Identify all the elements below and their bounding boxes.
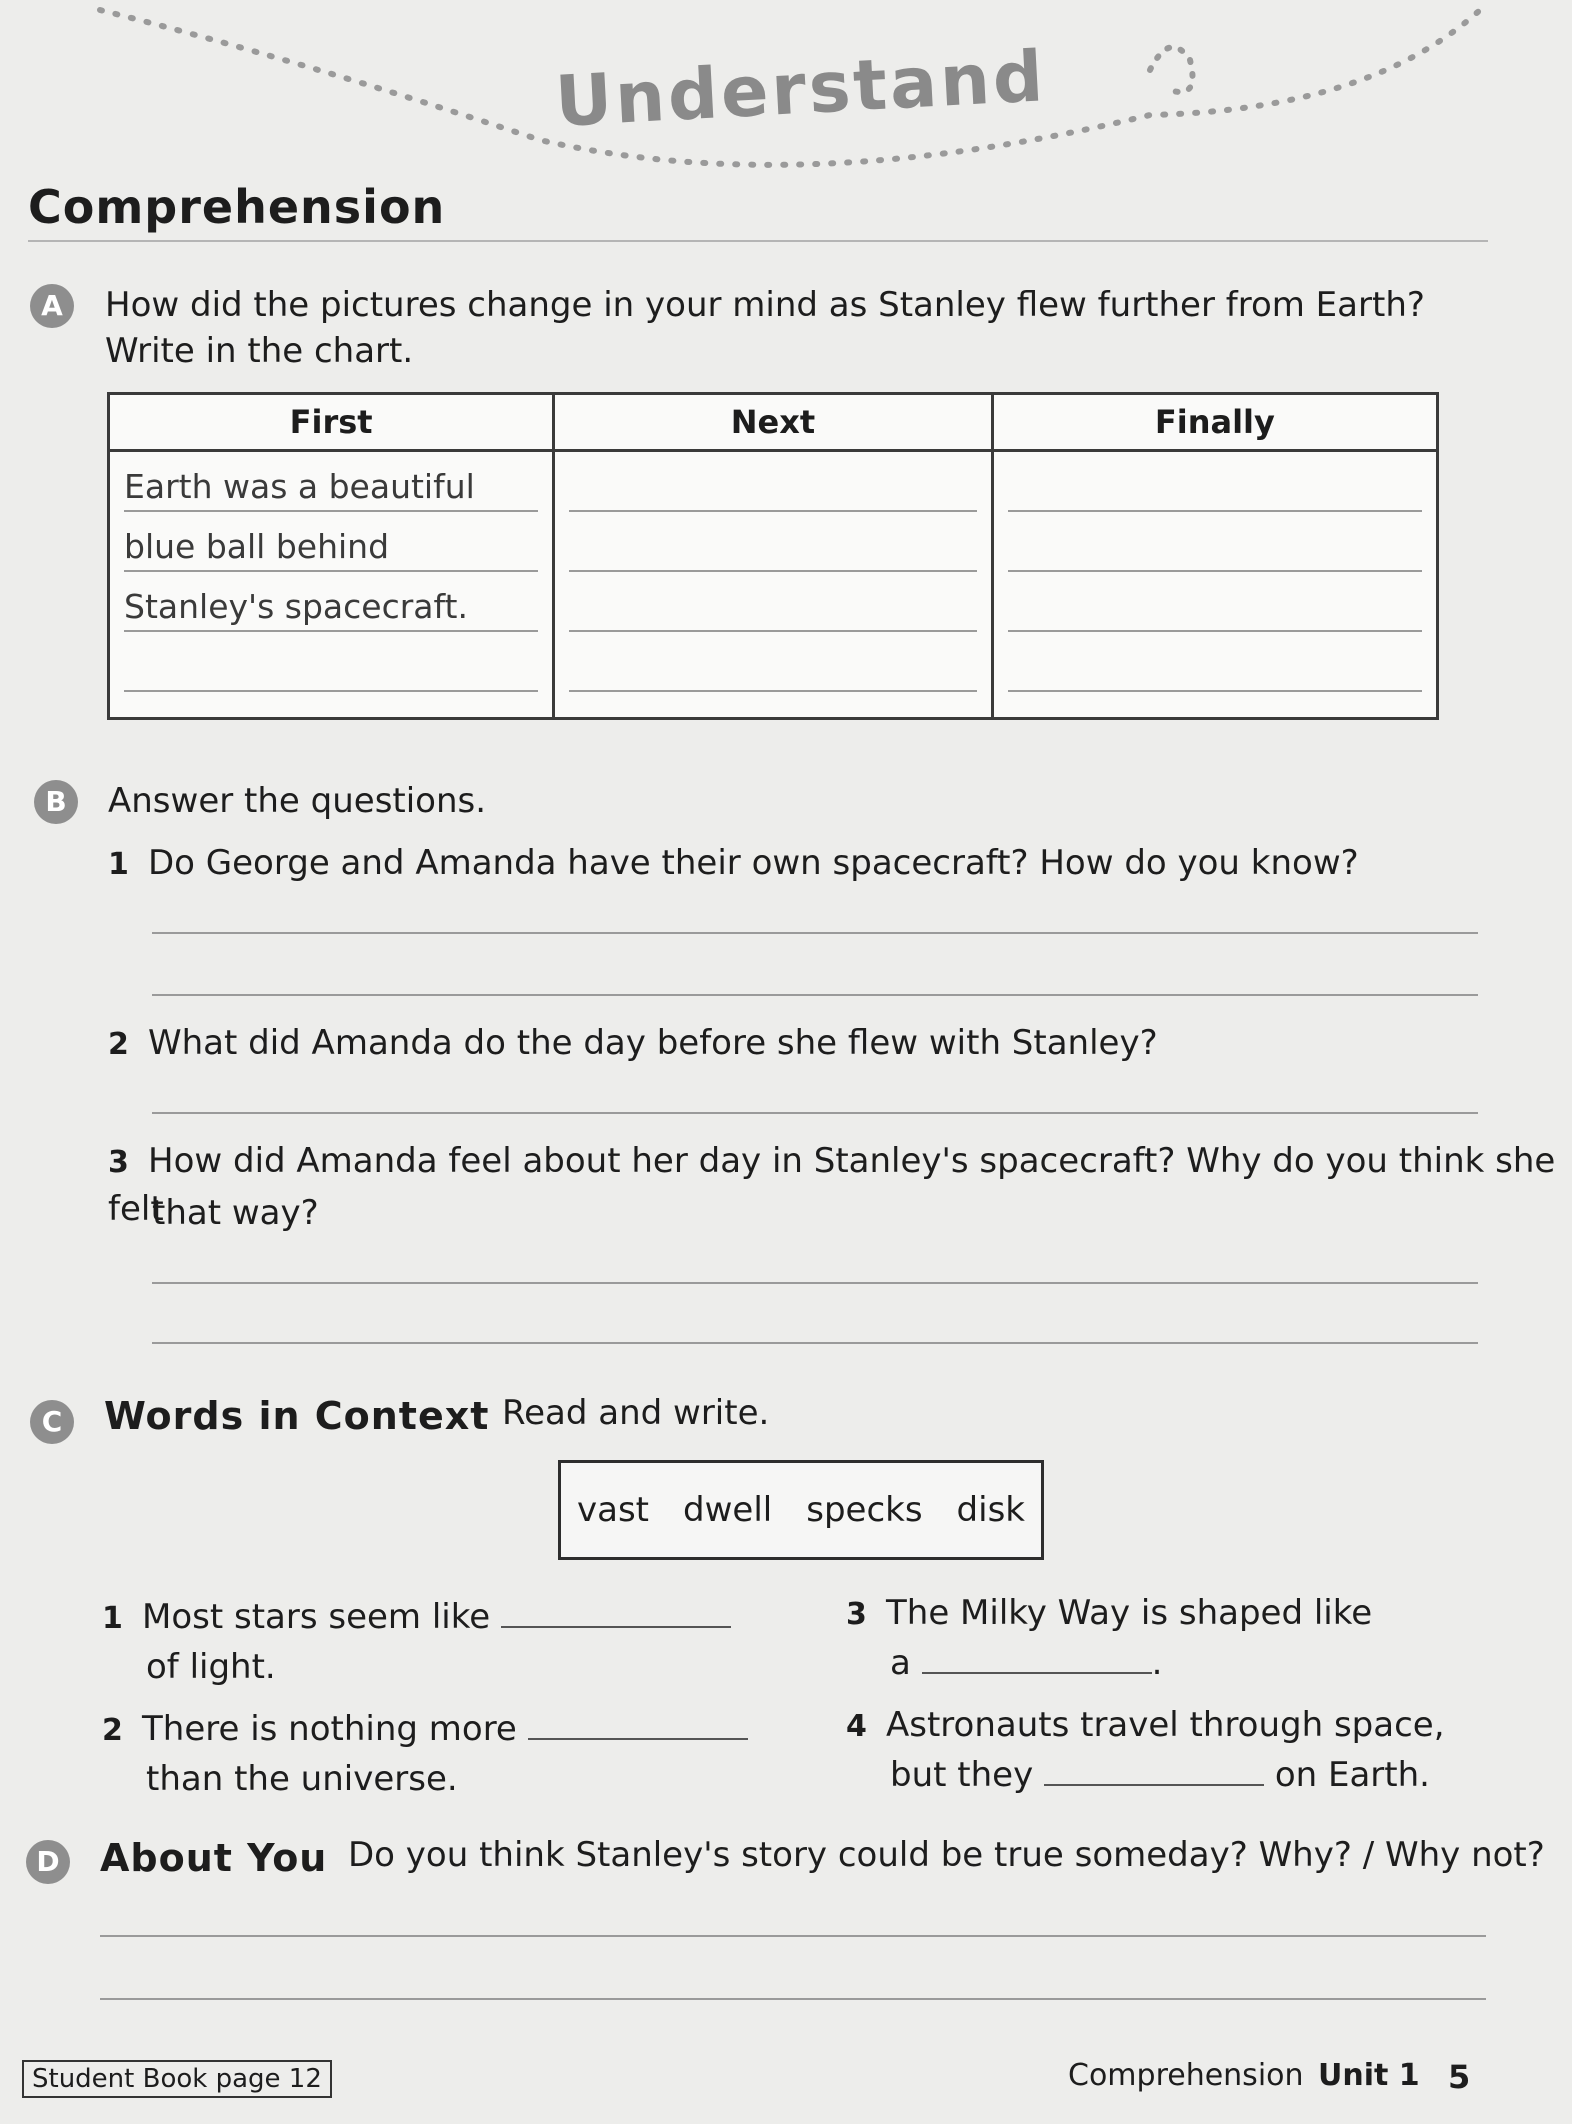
question-text: What did Amanda do the day before she flew with Stanley?: [148, 1023, 1158, 1063]
answer-line: [1008, 632, 1422, 692]
answer-line: [1008, 572, 1422, 632]
comprehension-chart: [107, 392, 1439, 720]
context-item-1: [102, 1594, 731, 1642]
question-number: 3: [108, 1145, 129, 1180]
item-text: There is nothing more: [142, 1709, 517, 1749]
item-number: 1: [102, 1601, 123, 1636]
badge-d: D: [26, 1840, 70, 1884]
question-number: 2: [108, 1027, 129, 1062]
context-item-3-continued: [890, 1640, 1162, 1686]
item-text: The Milky Way is shaped like: [886, 1593, 1373, 1633]
answer-line: [569, 572, 977, 632]
question-number: 1: [108, 847, 129, 882]
context-item-3: [846, 1590, 1372, 1638]
header-title: Understand: [553, 35, 1048, 143]
word-bank-item: vast: [577, 1490, 650, 1530]
word-bank-item: specks: [806, 1490, 923, 1530]
question-2: [108, 1020, 1158, 1068]
fill-blank-4[interactable]: [1044, 1754, 1264, 1786]
fill-blank-2[interactable]: [528, 1708, 748, 1740]
answer-line-d1[interactable]: [100, 1935, 1486, 1937]
chart-header-finally: Finally: [992, 394, 1437, 451]
answer-line: [569, 452, 977, 512]
section-rule: [28, 240, 1488, 242]
chart-header-next: Next: [554, 394, 993, 451]
context-item-1-continued: of light.: [146, 1647, 276, 1687]
item-suffix: .: [1151, 1643, 1163, 1683]
context-item-4-continued: [890, 1752, 1430, 1798]
answer-line: [569, 512, 977, 572]
chart-cell-first[interactable]: [109, 451, 554, 719]
item-number: 3: [846, 1597, 867, 1632]
words-in-context-label: Words in Context: [104, 1394, 490, 1438]
answer-line-d2[interactable]: [100, 1998, 1486, 2000]
badge-b: B: [34, 780, 78, 824]
item-text: Most stars seem like: [142, 1597, 491, 1637]
answer-line-q3-b[interactable]: [152, 1342, 1478, 1344]
chart-first-line-1: Earth was a beautiful: [124, 452, 538, 512]
section-title: Comprehension: [28, 180, 446, 234]
answer-line: [569, 632, 977, 692]
page-number: 5: [1448, 2058, 1471, 2096]
question-3: [108, 1138, 1572, 1232]
badge-c: C: [30, 1400, 74, 1444]
context-item-2-continued: than the universe.: [146, 1759, 458, 1799]
question-text: How did Amanda feel about her day in Stanley's spacecraft? Why do you think she felt: [108, 1141, 1556, 1229]
answer-line: [1008, 452, 1422, 512]
part-a-instruction-1: How did the pictures change in your mind as Stanley flew further from Earth?: [105, 285, 1425, 325]
part-b-instruction: Answer the questions.: [108, 781, 487, 821]
item-prefix: a: [890, 1643, 911, 1683]
item-text: Astronauts travel through space,: [886, 1705, 1445, 1745]
fill-blank-1[interactable]: [501, 1596, 731, 1628]
context-item-4: [846, 1702, 1445, 1750]
footer-unit: Unit 1: [1318, 2058, 1420, 2093]
fill-blank-3[interactable]: [922, 1642, 1152, 1674]
chart-first-line-2: blue ball behind: [124, 512, 538, 572]
item-suffix: on Earth.: [1274, 1755, 1430, 1795]
item-prefix: but they: [890, 1755, 1034, 1795]
answer-line: [1008, 512, 1422, 572]
item-number: 2: [102, 1713, 123, 1748]
answer-line-q3-a[interactable]: [152, 1282, 1478, 1284]
answer-line-q1-a[interactable]: [152, 932, 1478, 934]
part-c-instruction: Read and write.: [502, 1393, 770, 1433]
context-item-2: [102, 1706, 748, 1754]
question-1: [108, 840, 1359, 888]
part-d-question: Do you think Stanley's story could be true someday? Why? / Why not?: [348, 1835, 1545, 1875]
item-number: 4: [846, 1709, 867, 1744]
chart-cell-next[interactable]: [554, 451, 993, 719]
word-bank-item: dwell: [683, 1490, 773, 1530]
chart-first-line-4: [124, 632, 538, 692]
chart-cell-finally[interactable]: [992, 451, 1437, 719]
chart-first-line-3: Stanley's spacecraft.: [124, 572, 538, 632]
about-you-label: About You: [100, 1836, 328, 1880]
word-bank-item: disk: [956, 1490, 1025, 1530]
badge-a: A: [30, 284, 74, 328]
question-3-continued: that way?: [152, 1193, 319, 1233]
student-book-reference: Student Book page 12: [22, 2060, 332, 2098]
answer-line-q1-b[interactable]: [152, 994, 1478, 996]
part-a-instruction-2: Write in the chart.: [105, 331, 414, 371]
word-bank: [558, 1460, 1044, 1560]
question-text: Do George and Amanda have their own spacecraft? How do you know?: [148, 843, 1359, 883]
chart-header-first: First: [109, 394, 554, 451]
footer-section: Comprehension: [1068, 2058, 1304, 2093]
answer-line-q2[interactable]: [152, 1112, 1478, 1114]
